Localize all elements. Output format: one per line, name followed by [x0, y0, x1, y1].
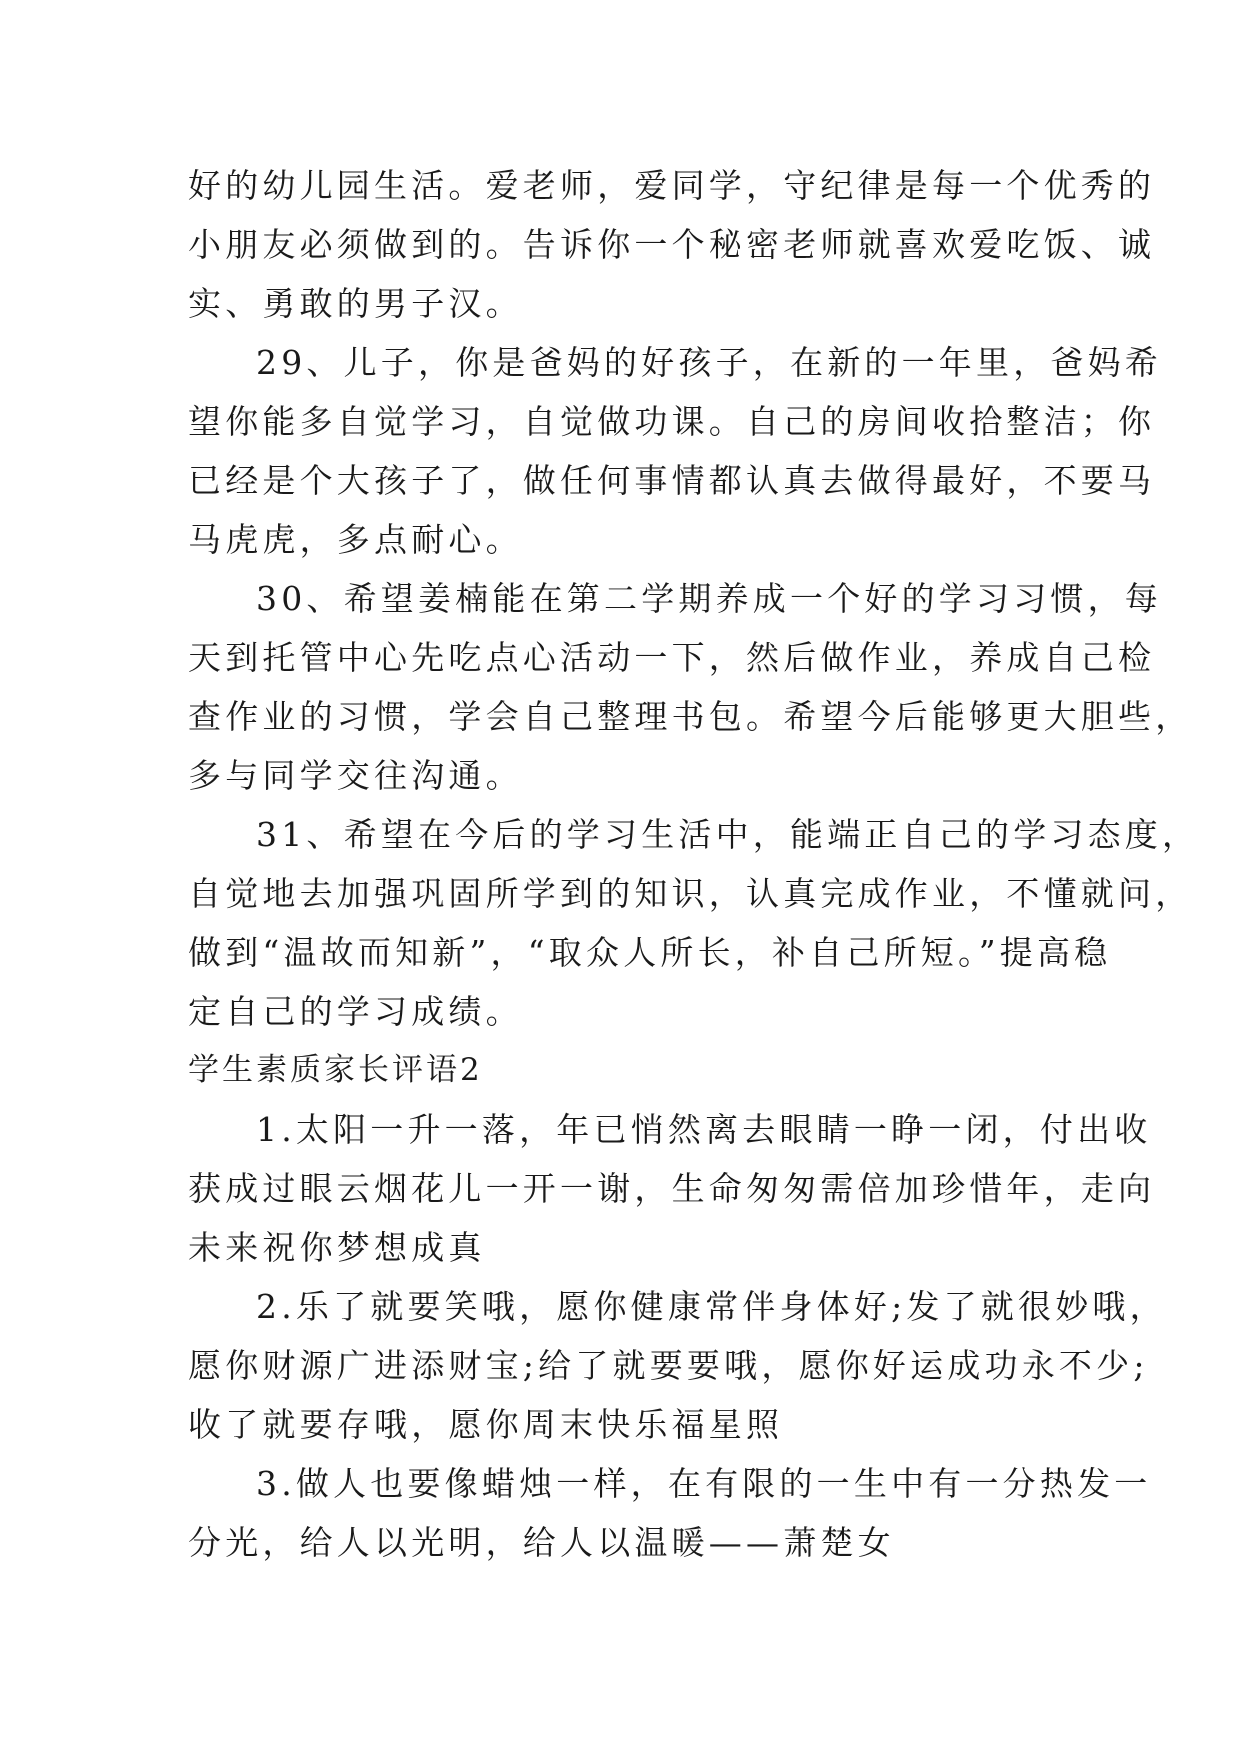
text-line: 自觉地去加强巩固所学到的知识，认真完成作业，不懂就问， — [188, 874, 1193, 913]
item-2-first-line: 2.乐了就要笑哦，愿你健康常伴身体好;发了就很妙哦， — [256, 1287, 1167, 1326]
text-line: 马虎虎，多点耐心。 — [188, 520, 523, 559]
text-line: 查作业的习惯，学会自己整理书包。希望今后能够更大胆些， — [188, 697, 1193, 736]
item-1-first-line: 1.太阳一升一落，年已悄然离去眼睛一睁一闭，付出收 — [256, 1110, 1152, 1149]
text-line: 望你能多自觉学习，自觉做功课。自己的房间收拾整洁；你 — [188, 402, 1156, 441]
text-line: 愿你财源广进添财宝;给了就要要哦，愿你好运成功永不少; — [188, 1346, 1149, 1385]
text-line: 多与同学交往沟通。 — [188, 756, 523, 795]
text-line: 实、勇敢的男子汉。 — [188, 284, 523, 323]
text-line: 分光，给人以光明，给人以温暖——萧楚女 — [188, 1523, 895, 1562]
text-line: 好的幼儿园生活。爱老师，爱同学，守纪律是每一个优秀的 — [188, 166, 1156, 205]
section-heading: 学生素质家长评语2 — [188, 1052, 483, 1088]
document-page — [188, 156, 1200, 1572]
text-line: 做到“温故而知新”，“取众人所长，补自己所短。”提高稳 — [188, 933, 1112, 972]
text-line: 小朋友必须做到的。告诉你一个秘密老师就喜欢爱吃饭、诚 — [188, 225, 1156, 264]
item-3-first-line: 3.做人也要像蜡烛一样，在有限的一生中有一分热发一 — [256, 1464, 1152, 1503]
paragraph-30-first-line: 30、希望姜楠能在第二学期养成一个好的学习习惯，每 — [256, 579, 1162, 618]
text-line: 天到托管中心先吃点心活动一下，然后做作业，养成自己检 — [188, 638, 1156, 677]
text-line: 获成过眼云烟花儿一开一谢，生命匆匆需倍加珍惜年，走向 — [188, 1169, 1156, 1208]
text-line: 未来祝你梦想成真 — [188, 1228, 486, 1267]
text-line: 定自己的学习成绩。 — [188, 992, 523, 1031]
text-line: 收了就要存哦，愿你周末快乐福星照 — [188, 1405, 784, 1444]
paragraph-31-first-line: 31、希望在今后的学习生活中，能端正自己的学习态度， — [256, 815, 1200, 854]
paragraph-29-first-line: 29、儿子，你是爸妈的好孩子，在新的一年里，爸妈希 — [256, 343, 1162, 382]
text-line: 已经是个大孩子了，做任何事情都认真去做得最好，不要马 — [188, 461, 1156, 500]
